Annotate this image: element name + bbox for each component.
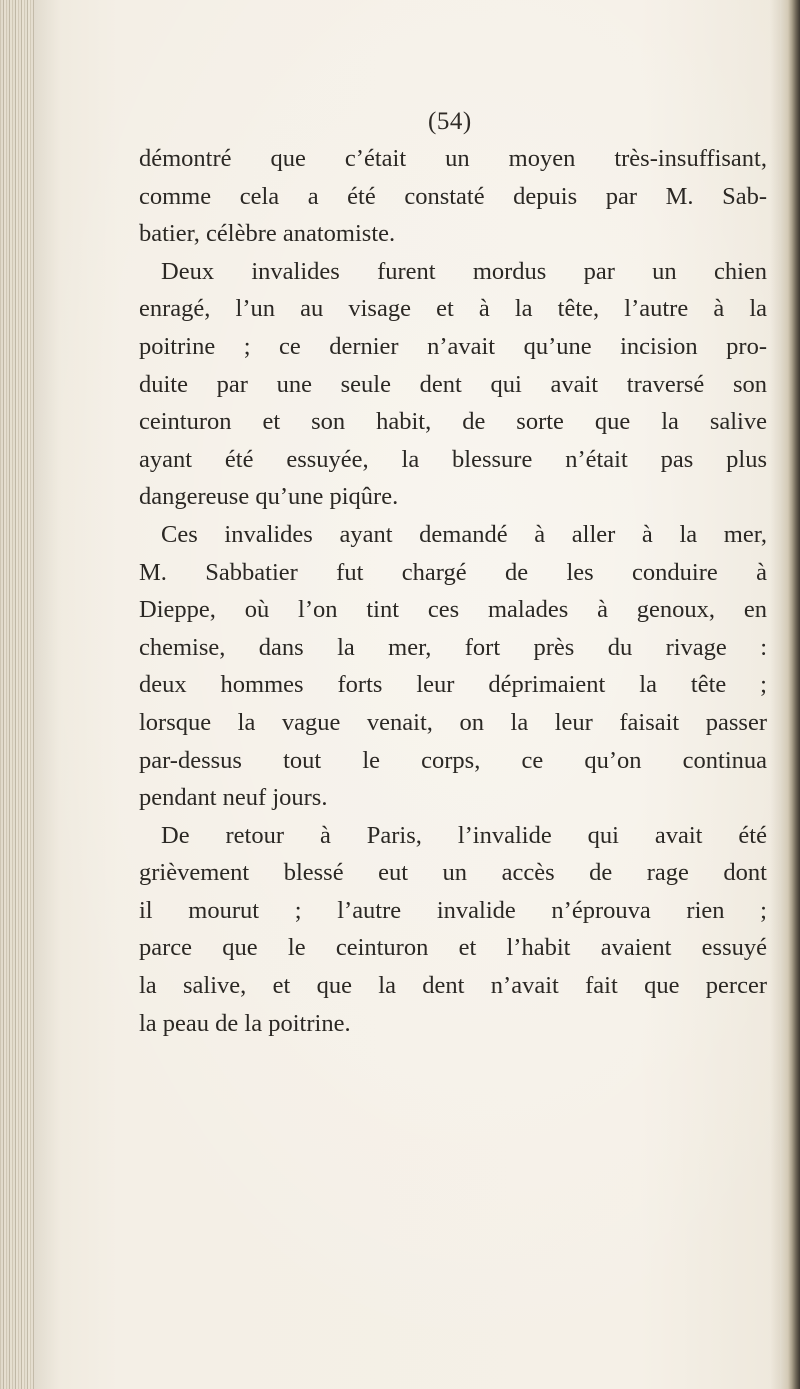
text-line: duite par une seule dent qui avait traversé son (139, 370, 767, 398)
text-line: il mourut ; l’autre invalide n’éprouva rien ; (139, 896, 767, 924)
text-line: lorsque la vague venait, on la leur faisait passer (139, 708, 767, 736)
right-page-edge (780, 0, 800, 1389)
text-line: dangereuse qu’une piqûre. (139, 483, 399, 511)
text-line: Deux invalides furent mordus par un chien (161, 257, 767, 285)
text-line: Ces invalides ayant demandé à aller à la mer, (161, 520, 767, 548)
text-line: la peau de la poitrine. (139, 1009, 351, 1037)
text-line: poitrine ; ce dernier n’avait qu’une incision pro- (139, 332, 767, 360)
text-line: M. Sabbatier fut chargé de les conduire à (139, 558, 767, 586)
body-text (139, 140, 767, 1042)
text-line: deux hommes forts leur déprimaient la tête ; (139, 671, 767, 699)
text-line: batier, célèbre anatomiste. (139, 220, 396, 248)
text-line: pendant neuf jours. (139, 784, 328, 812)
text-line: ceinturon et son habit, de sorte que la salive (139, 408, 767, 436)
text-line: ayant été essuyée, la blessure n’était pas plus (139, 445, 767, 473)
binding-edge (0, 0, 34, 1389)
text-line: démontré que c’était un moyen très-insuffisant, (139, 145, 767, 172)
text-line: la salive, et que la dent n’avait fait que percer (139, 972, 767, 1000)
text-line: Dieppe, où l’on tint ces malades à genoux, en (139, 596, 767, 624)
text-line: parce que le ceinturon et l’habit avaient essuyé (139, 934, 767, 962)
text-line: comme cela a été constaté depuis par M. Sab- (139, 182, 767, 210)
page-number: (54) (428, 108, 472, 135)
text-line: grièvement blessé eut un accès de rage dont (139, 859, 767, 887)
text-line: enragé, l’un au visage et à la tête, l’autre à la (139, 295, 767, 323)
text-line: par-dessus tout le corps, ce qu’on continua (139, 746, 767, 774)
text-line: chemise, dans la mer, fort près du rivage : (139, 633, 767, 661)
page-edge-highlight (770, 0, 780, 1389)
text-line: De retour à Paris, l’invalide qui avait été (161, 821, 767, 849)
